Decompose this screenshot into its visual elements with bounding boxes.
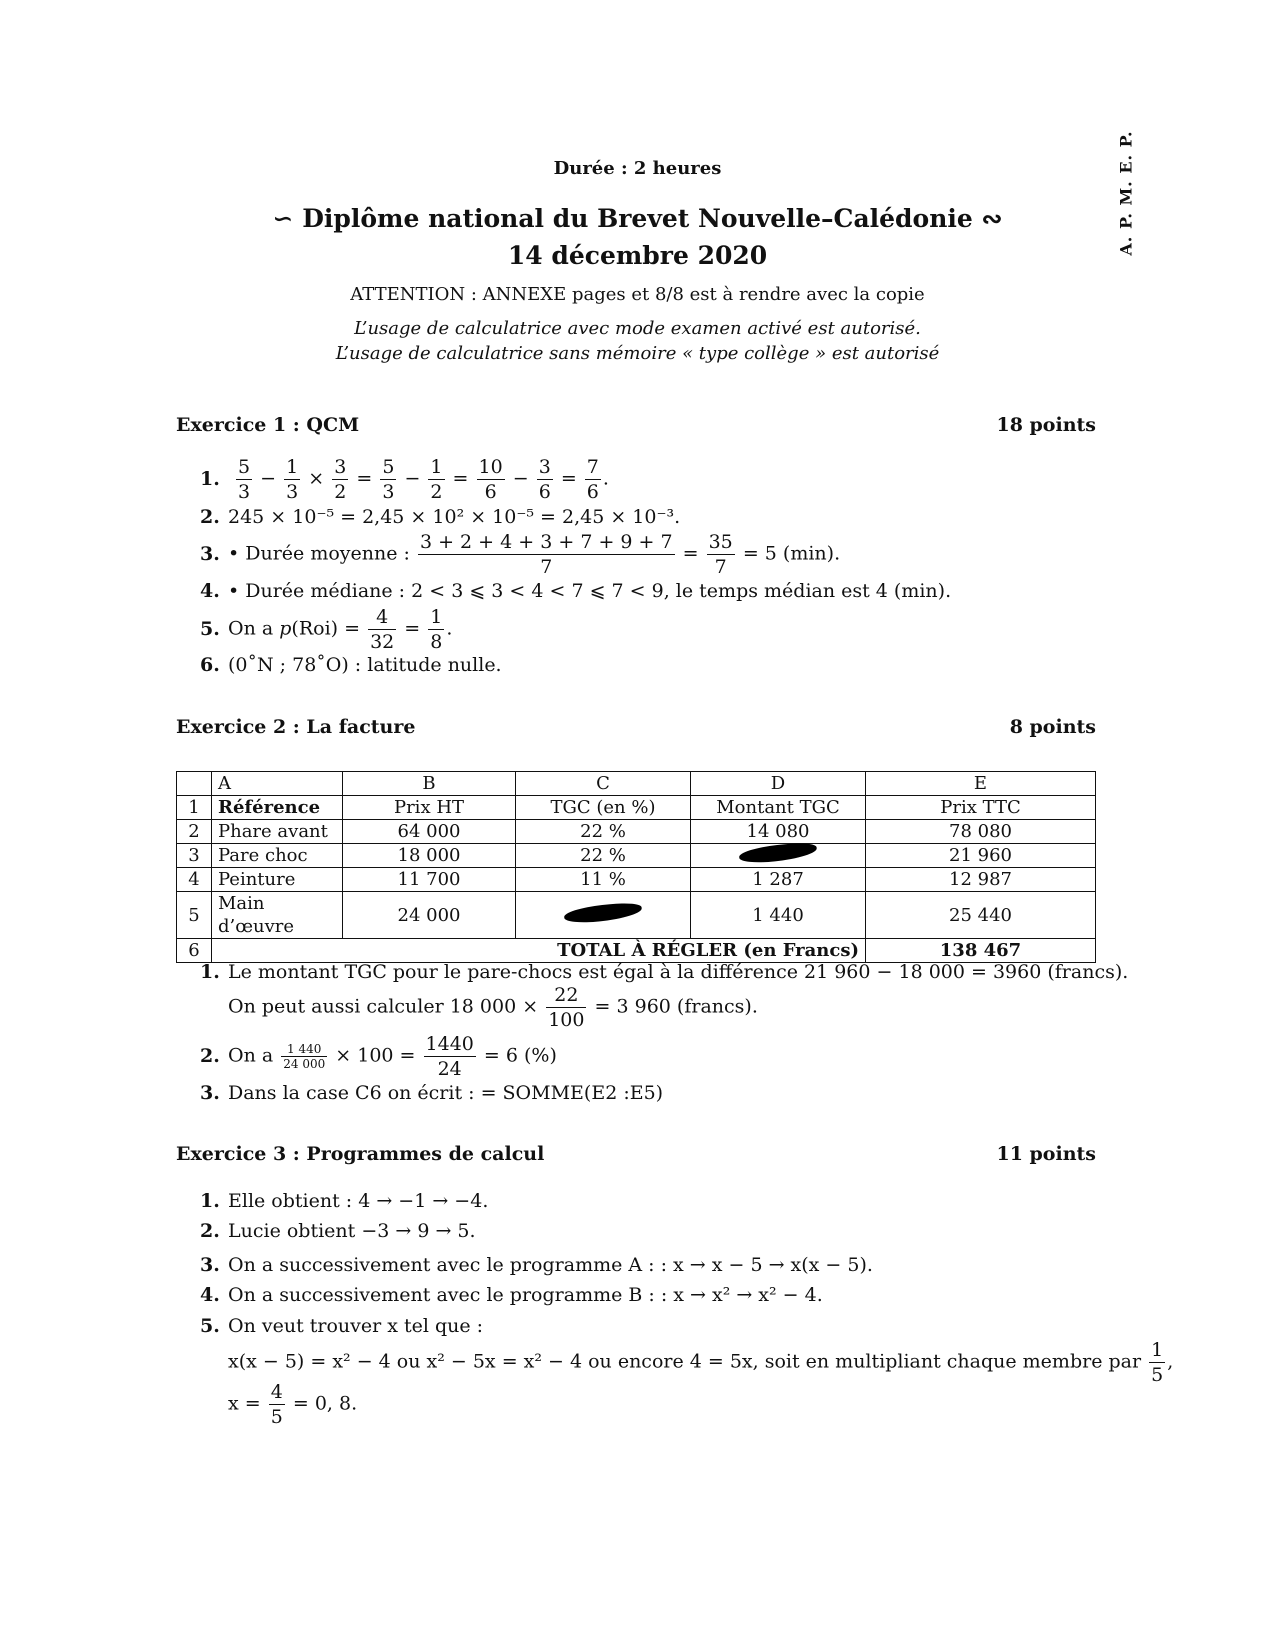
ex3-item-1: 1. Elle obtient : 4 → −1 → −4.: [200, 1190, 489, 1212]
exercise-1-title: Exercice 1 : QCM: [176, 414, 360, 436]
exercise-2-title: Exercice 2 : La facture: [176, 716, 416, 738]
ex1-item-5: 5. On a p(Roi) = $\frac{4}{32}$ = $\frac{1}{8}$ .: [200, 606, 453, 653]
total-row: 6 TOTAL À RÉGLER (en Francs) 138 467: [177, 939, 1096, 963]
ink-blot: [563, 900, 642, 924]
table-row: 2 Phare avant 64 000 22 % 14 080 78 080: [177, 820, 1096, 844]
table-row: 5 Main d’œuvre 24 000 1 440 25 440: [177, 892, 1096, 939]
ex1-item-3: 3. • Durée moyenne : $\frac{3 + 2 + 4 + 3 + 7 + 9 + 7}{7}$ = $\frac{35}{7}$ = 5 (min).: [200, 531, 841, 578]
ex2-item-3: 3. Dans la case C6 on écrit : = SOMME(E2 :E5): [200, 1082, 664, 1104]
table-row: 4 Peinture 11 700 11 % 1 287 12 987: [177, 868, 1096, 892]
apmep-vertical-label: A. P. M. E. P.: [1116, 130, 1136, 256]
ex2-item-2: 2. On a $\frac{1 440}{24 000}$ × 100 = $\frac{1440}{24}$ = 6 (%): [200, 1033, 557, 1080]
ex3-item-5-equation: x(x − 5) = x² − 4 ou x² − 5x = x² − 4 ou encore 4 = 5x, soit en multipliant chaque membre par $\frac{1}{5}$ ,: [228, 1339, 1174, 1386]
duration: Durée : 2 heures: [553, 158, 722, 179]
ex1-item-6: 6. (0˚N ; 78˚O) : latitude nulle.: [200, 654, 502, 676]
column-header-row: A B C D E: [177, 772, 1096, 796]
ex2-item-1-alt: On peut aussi calculer 18 000 × $\frac{22}{100}$ = 3 960 (francs).: [228, 984, 758, 1031]
exam-date: 14 décembre 2020: [507, 241, 768, 270]
exercise-1-heading: [176, 414, 1096, 436]
exercise-2-heading: [176, 716, 1096, 738]
table-row: 3 Pare choc 18 000 22 % 21 960: [177, 844, 1096, 868]
ex1-item-1: 1. $\frac{5}{3}$ − $\frac{1}{3}$ × $\frac{3}{2}$ = $\frac{5}{3}$ − $\frac{1}{2}$ = $\frac{10}{6}$ − $\frac{3}{6}$ = $\frac{7}{6}$ .: [200, 456, 609, 503]
invoice-spreadsheet: [176, 771, 1096, 963]
calculator-note-2: L’usage de calculatrice sans mémoire « type collège » est autorisé: [335, 343, 940, 364]
calculator-note-1: L’usage de calculatrice avec mode examen activé est autorisé.: [354, 318, 921, 339]
exercise-1-points: 18 points: [996, 414, 1096, 436]
ex1-item-2: 2. 245 × 10⁻⁵ = 2,45 × 10² × 10⁻⁵ = 2,45 × 10⁻³.: [200, 506, 681, 528]
ex2-item-1: 1. Le montant TGC pour le pare-chocs est égal à la différence 21 960 − 18 000 = 3960 (francs).: [200, 961, 1129, 983]
ex3-item-5-result: x = $\frac{4}{5}$ = 0, 8.: [228, 1381, 358, 1428]
exercise-3-points: 11 points: [996, 1143, 1096, 1165]
ex3-item-2: 2. Lucie obtient −3 → 9 → 5.: [200, 1220, 476, 1242]
exercise-3-title: Exercice 3 : Programmes de calcul: [176, 1143, 545, 1165]
table-row: 1 Référence Prix HT TGC (en %) Montant TGC Prix TTC: [177, 796, 1096, 820]
exercise-2-points: 8 points: [1009, 716, 1096, 738]
redacted-cell-d3: [691, 844, 866, 868]
ex1-item-4: 4. • Durée médiane : 2 < 3 ⩽ 3 < 4 < 7 ⩽ 7 < 9, le temps médian est 4 (min).: [200, 580, 952, 602]
ink-blot: [738, 841, 817, 865]
exercise-3-heading: [176, 1143, 1096, 1165]
attention-note: ATTENTION : ANNEXE pages et 8/8 est à rendre avec la copie: [350, 284, 925, 305]
ex3-item-5: 5. On veut trouver x tel que :: [200, 1315, 484, 1337]
ex3-item-3: 3. On a successivement avec le programme A : : x → x − 5 → x(x − 5).: [200, 1254, 873, 1276]
page-title: ∽ Diplôme national du Brevet Nouvelle–Calédonie ∾: [272, 204, 1003, 233]
redacted-cell-c5: [516, 892, 691, 939]
ex3-item-4: 4. On a successivement avec le programme B : : x → x² → x² − 4.: [200, 1284, 823, 1306]
